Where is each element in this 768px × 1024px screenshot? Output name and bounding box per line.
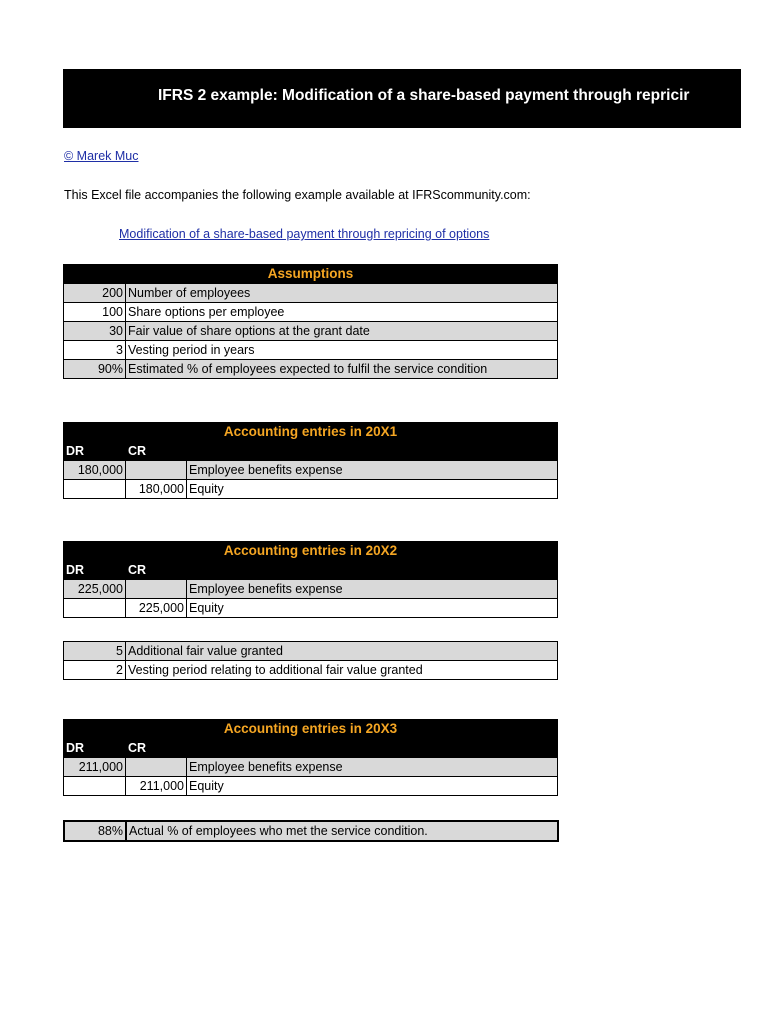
entries-title: Accounting entries in 20X3: [64, 720, 558, 739]
assumption-value: 100: [64, 303, 126, 322]
actual-value: 88%: [64, 821, 126, 841]
entries-20x3-table: [63, 719, 558, 796]
table-row: [64, 341, 558, 360]
entry-label: Equity: [187, 599, 558, 618]
table-row: [64, 461, 558, 480]
dr-cell: [64, 777, 126, 796]
entry-label: Employee benefits expense: [187, 461, 558, 480]
cr-header: CR: [126, 739, 187, 758]
table-row: [64, 642, 558, 661]
additional-label: Vesting period relating to additional fair value granted: [126, 661, 558, 680]
cr-cell: [126, 461, 187, 480]
table-row: [64, 322, 558, 341]
entries-20x1-table: [63, 422, 558, 499]
table-row: [64, 777, 558, 796]
entries-20x2-table: [63, 541, 558, 618]
additional-value: 5: [64, 642, 126, 661]
cr-cell: 211,000: [126, 777, 187, 796]
actual-table: [63, 820, 559, 842]
cr-cell: 225,000: [126, 599, 187, 618]
cr-header: CR: [126, 442, 187, 461]
dr-header: DR: [64, 739, 126, 758]
blank-header: [187, 442, 558, 461]
dr-cell: 211,000: [64, 758, 126, 777]
table-row: [64, 480, 558, 499]
assumption-label: Estimated % of employees expected to fulfil the service condition: [126, 360, 558, 379]
additional-label: Additional fair value granted: [126, 642, 558, 661]
assumptions-title: Assumptions: [64, 265, 558, 284]
author-link[interactable]: © Marek Muc: [64, 149, 139, 163]
dr-cell: 180,000: [64, 461, 126, 480]
assumption-label: Number of employees: [126, 284, 558, 303]
dr-header: DR: [64, 442, 126, 461]
dr-cell: 225,000: [64, 580, 126, 599]
entry-label: Employee benefits expense: [187, 758, 558, 777]
table-row: [64, 821, 558, 841]
intro-text: This Excel file accompanies the following example available at IFRScommunity.com:: [64, 188, 531, 202]
assumption-label: Vesting period in years: [126, 341, 558, 360]
cr-header: CR: [126, 561, 187, 580]
actual-label: Actual % of employees who met the service condition.: [126, 821, 558, 841]
table-row: [64, 303, 558, 322]
table-row: [64, 758, 558, 777]
dr-cell: [64, 480, 126, 499]
cr-cell: 180,000: [126, 480, 187, 499]
table-row: [64, 284, 558, 303]
additional-value: 2: [64, 661, 126, 680]
assumptions-table: [63, 264, 558, 379]
assumption-label: Share options per employee: [126, 303, 558, 322]
assumption-value: 200: [64, 284, 126, 303]
table-row: [64, 360, 558, 379]
blank-header: [187, 739, 558, 758]
blank-header: [187, 561, 558, 580]
title-banner: [63, 69, 741, 128]
dr-header: DR: [64, 561, 126, 580]
entry-label: Equity: [187, 480, 558, 499]
entry-label: Employee benefits expense: [187, 580, 558, 599]
table-row: [64, 599, 558, 618]
assumption-value: 30: [64, 322, 126, 341]
entries-title: Accounting entries in 20X1: [64, 423, 558, 442]
table-row: [64, 580, 558, 599]
assumption-value: 90%: [64, 360, 126, 379]
entry-label: Equity: [187, 777, 558, 796]
entries-title: Accounting entries in 20X2: [64, 542, 558, 561]
table-row: [64, 661, 558, 680]
example-link[interactable]: Modification of a share-based payment through repricing of options: [119, 227, 490, 241]
assumption-value: 3: [64, 341, 126, 360]
assumption-label: Fair value of share options at the grant date: [126, 322, 558, 341]
dr-cell: [64, 599, 126, 618]
cr-cell: [126, 580, 187, 599]
cr-cell: [126, 758, 187, 777]
additional-table: [63, 641, 558, 680]
page-title: IFRS 2 example: Modification of a share-based payment through repricir: [158, 87, 690, 104]
